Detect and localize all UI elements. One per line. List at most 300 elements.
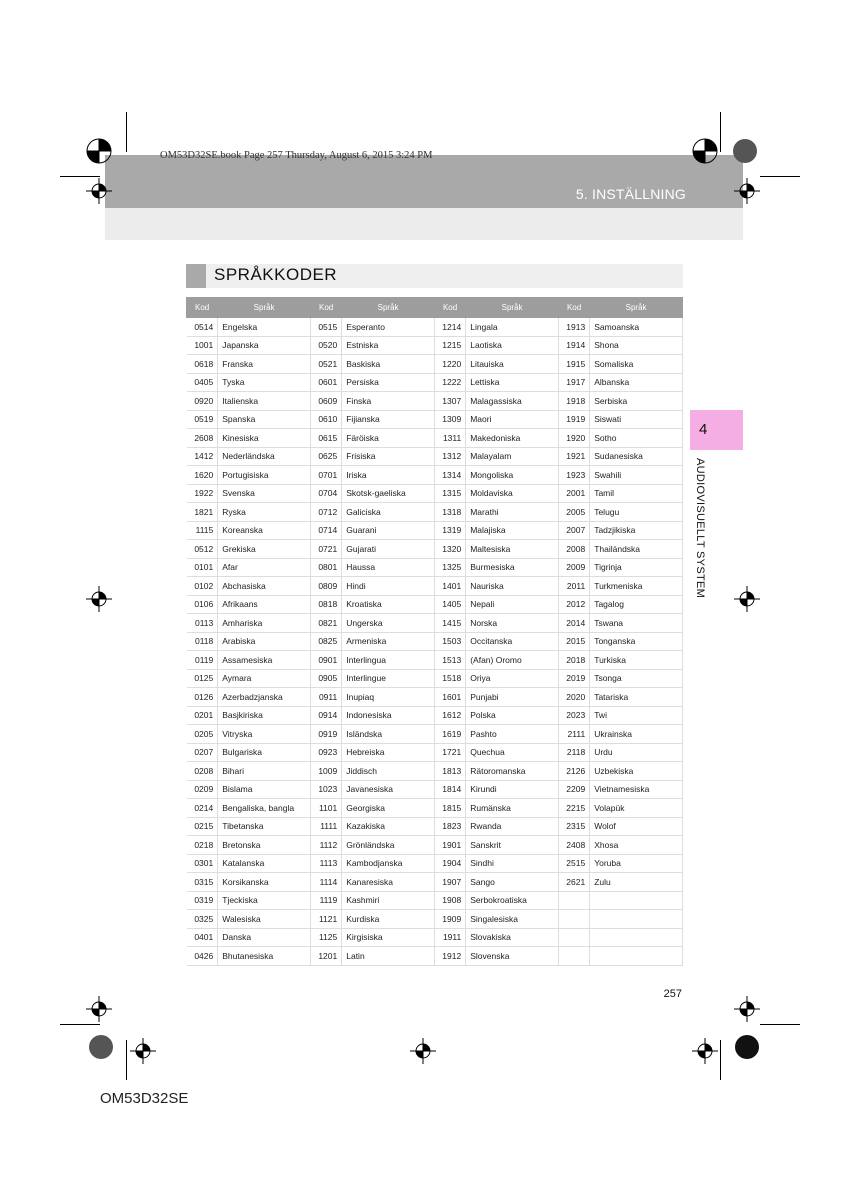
language-name-cell: Grönländska bbox=[342, 836, 435, 855]
language-name-cell: Thailändska bbox=[590, 540, 683, 559]
language-name-cell: Lettiska bbox=[466, 373, 559, 392]
page-number: 257 bbox=[663, 988, 682, 1000]
language-code-cell: 1904 bbox=[434, 854, 465, 873]
language-name-cell: Bengaliska, bangla bbox=[218, 799, 311, 818]
language-code-cell: 1919 bbox=[558, 410, 589, 429]
language-name-cell: Kambodjanska bbox=[342, 854, 435, 873]
language-code-cell: 2020 bbox=[558, 688, 589, 707]
table-row bbox=[187, 632, 683, 651]
header-band-lower bbox=[105, 208, 743, 240]
language-code-cell: 1503 bbox=[434, 632, 465, 651]
column-header-code: Kod bbox=[310, 298, 341, 318]
language-code-cell: 0520 bbox=[310, 336, 341, 355]
table-row bbox=[187, 392, 683, 411]
crop-line bbox=[126, 1040, 127, 1080]
language-code-cell: 1917 bbox=[558, 373, 589, 392]
language-name-cell bbox=[590, 947, 683, 966]
language-code-cell: 0208 bbox=[187, 762, 218, 781]
table-row bbox=[187, 595, 683, 614]
language-code-cell: 1315 bbox=[434, 484, 465, 503]
language-name-cell: Korsikanska bbox=[218, 873, 311, 892]
language-name-cell: Kazakiska bbox=[342, 817, 435, 836]
language-code-cell: 2012 bbox=[558, 595, 589, 614]
language-name-cell: Sango bbox=[466, 873, 559, 892]
language-name-cell: Malagassiska bbox=[466, 392, 559, 411]
language-code-cell: 0905 bbox=[310, 669, 341, 688]
language-code-cell: 1908 bbox=[434, 891, 465, 910]
language-name-cell: Wolof bbox=[590, 817, 683, 836]
language-code-cell: 1405 bbox=[434, 595, 465, 614]
language-name-cell: Nederländska bbox=[218, 447, 311, 466]
language-name-cell: Telugu bbox=[590, 503, 683, 522]
language-name-cell: Kurdiska bbox=[342, 910, 435, 929]
language-code-cell: 1821 bbox=[187, 503, 218, 522]
language-code-cell: 0214 bbox=[187, 799, 218, 818]
page-title: SPRÅKKODER bbox=[214, 265, 338, 284]
registration-mark-icon bbox=[84, 176, 114, 206]
language-name-cell: Nauriska bbox=[466, 577, 559, 596]
language-code-cell: 2005 bbox=[558, 503, 589, 522]
language-name-cell: Skotsk-gaeliska bbox=[342, 484, 435, 503]
language-code-cell: 2018 bbox=[558, 651, 589, 670]
language-code-cell: 1815 bbox=[434, 799, 465, 818]
language-code-cell: 1312 bbox=[434, 447, 465, 466]
language-code-cell: 0325 bbox=[187, 910, 218, 929]
language-name-cell: Urdu bbox=[590, 743, 683, 762]
language-code-cell: 1309 bbox=[434, 410, 465, 429]
language-name-cell: Abchasiska bbox=[218, 577, 311, 596]
crop-line bbox=[720, 1040, 721, 1080]
language-code-cell: 0920 bbox=[187, 392, 218, 411]
language-code-cell: 0102 bbox=[187, 577, 218, 596]
language-name-cell: Isländska bbox=[342, 725, 435, 744]
language-code-cell: 2515 bbox=[558, 854, 589, 873]
language-name-cell: Litauiska bbox=[466, 355, 559, 374]
language-name-cell: Färöiska bbox=[342, 429, 435, 448]
table-row bbox=[187, 910, 683, 929]
language-name-cell: Franska bbox=[218, 355, 311, 374]
language-name-cell: Somaliska bbox=[590, 355, 683, 374]
language-code-cell: 1619 bbox=[434, 725, 465, 744]
language-code-cell: 2011 bbox=[558, 577, 589, 596]
language-name-cell: Ungerska bbox=[342, 614, 435, 633]
language-name-cell: (Afan) Oromo bbox=[466, 651, 559, 670]
language-name-cell: Kroatiska bbox=[342, 595, 435, 614]
language-code-cell: 2001 bbox=[558, 484, 589, 503]
language-name-cell: Galiciska bbox=[342, 503, 435, 522]
language-code-cell: 1319 bbox=[434, 521, 465, 540]
table-row bbox=[187, 762, 683, 781]
language-name-cell: Makedoniska bbox=[466, 429, 559, 448]
language-name-cell: Ryska bbox=[218, 503, 311, 522]
language-name-cell: Rätoromanska bbox=[466, 762, 559, 781]
language-code-cell: 1112 bbox=[310, 836, 341, 855]
language-code-cell: 0919 bbox=[310, 725, 341, 744]
color-patch-icon bbox=[732, 138, 758, 164]
language-name-cell: Marathi bbox=[466, 503, 559, 522]
registration-mark-icon bbox=[84, 136, 114, 166]
crop-line bbox=[760, 176, 800, 177]
language-code-cell: 0825 bbox=[310, 632, 341, 651]
registration-mark-icon bbox=[84, 584, 114, 614]
language-code-cell: 2111 bbox=[558, 725, 589, 744]
table-row bbox=[187, 577, 683, 596]
language-name-cell: Georgiska bbox=[342, 799, 435, 818]
language-code-cell: 1113 bbox=[310, 854, 341, 873]
column-header-language: Språk bbox=[218, 298, 311, 318]
language-code-cell: 2007 bbox=[558, 521, 589, 540]
language-name-cell: Tyska bbox=[218, 373, 311, 392]
language-name-cell: Hindi bbox=[342, 577, 435, 596]
language-code-cell: 0106 bbox=[187, 595, 218, 614]
language-code-cell: 1923 bbox=[558, 466, 589, 485]
column-header-language: Språk bbox=[342, 298, 435, 318]
language-name-cell: Quechua bbox=[466, 743, 559, 762]
language-code-cell: 2019 bbox=[558, 669, 589, 688]
language-code-cell: 1314 bbox=[434, 466, 465, 485]
language-code-cell: 0113 bbox=[187, 614, 218, 633]
language-code-cell: 1001 bbox=[187, 336, 218, 355]
language-name-cell: Tadzjikiska bbox=[590, 521, 683, 540]
language-name-cell: Rumänska bbox=[466, 799, 559, 818]
language-code-cell: 1915 bbox=[558, 355, 589, 374]
language-code-cell bbox=[558, 891, 589, 910]
language-name-cell: Turkmeniska bbox=[590, 577, 683, 596]
language-code-cell: 0401 bbox=[187, 928, 218, 947]
table-row bbox=[187, 799, 683, 818]
language-name-cell: Inupiaq bbox=[342, 688, 435, 707]
language-name-cell: Fijianska bbox=[342, 410, 435, 429]
language-code-cell: 2215 bbox=[558, 799, 589, 818]
language-code-cell bbox=[558, 910, 589, 929]
language-name-cell: Twi bbox=[590, 706, 683, 725]
language-code-cell: 0914 bbox=[310, 706, 341, 725]
language-name-cell: Baskiska bbox=[342, 355, 435, 374]
language-name-cell: Volapük bbox=[590, 799, 683, 818]
language-name-cell: Tonganska bbox=[590, 632, 683, 651]
language-name-cell: Uzbekiska bbox=[590, 762, 683, 781]
language-code-cell: 1023 bbox=[310, 780, 341, 799]
language-code-cell: 1220 bbox=[434, 355, 465, 374]
language-code-cell: 0514 bbox=[187, 318, 218, 337]
language-name-cell: Javanesiska bbox=[342, 780, 435, 799]
table-row bbox=[187, 651, 683, 670]
language-code-cell: 0521 bbox=[310, 355, 341, 374]
language-code-cell bbox=[558, 947, 589, 966]
language-code-cell: 1909 bbox=[434, 910, 465, 929]
color-patch-icon bbox=[88, 1034, 114, 1060]
language-name-cell: Tamil bbox=[590, 484, 683, 503]
column-header-code: Kod bbox=[434, 298, 465, 318]
language-code-cell: 2014 bbox=[558, 614, 589, 633]
language-name-cell: Samoanska bbox=[590, 318, 683, 337]
column-header-language: Språk bbox=[590, 298, 683, 318]
language-code-cell bbox=[558, 928, 589, 947]
language-code-cell: 0610 bbox=[310, 410, 341, 429]
language-code-cell: 0101 bbox=[187, 558, 218, 577]
color-patch-icon bbox=[734, 1034, 760, 1060]
language-name-cell bbox=[590, 891, 683, 910]
language-name-cell: Yoruba bbox=[590, 854, 683, 873]
language-name-cell: Indonesiska bbox=[342, 706, 435, 725]
language-code-cell: 0911 bbox=[310, 688, 341, 707]
language-code-cell: 1401 bbox=[434, 577, 465, 596]
language-name-cell: Norska bbox=[466, 614, 559, 633]
language-code-cell: 0615 bbox=[310, 429, 341, 448]
language-name-cell: Oriya bbox=[466, 669, 559, 688]
language-code-cell: 1918 bbox=[558, 392, 589, 411]
language-code-cell: 0218 bbox=[187, 836, 218, 855]
table-row bbox=[187, 503, 683, 522]
language-name-cell: Bihari bbox=[218, 762, 311, 781]
table-row bbox=[187, 688, 683, 707]
language-name-cell: Spanska bbox=[218, 410, 311, 429]
page-title-marker bbox=[186, 264, 206, 288]
language-code-cell: 1518 bbox=[434, 669, 465, 688]
language-name-cell: Tsonga bbox=[590, 669, 683, 688]
language-code-cell: 1911 bbox=[434, 928, 465, 947]
language-name-cell: Xhosa bbox=[590, 836, 683, 855]
language-code-cell: 1612 bbox=[434, 706, 465, 725]
language-code-cell: 1922 bbox=[187, 484, 218, 503]
language-code-cell: 0519 bbox=[187, 410, 218, 429]
language-name-cell: Zulu bbox=[590, 873, 683, 892]
language-code-cell: 1222 bbox=[434, 373, 465, 392]
language-name-cell: Basjkiriska bbox=[218, 706, 311, 725]
language-code-cell: 1325 bbox=[434, 558, 465, 577]
language-code-cell: 0712 bbox=[310, 503, 341, 522]
registration-mark-icon bbox=[690, 136, 720, 166]
language-name-cell: Bislama bbox=[218, 780, 311, 799]
language-code-cell: 0126 bbox=[187, 688, 218, 707]
table-row bbox=[187, 484, 683, 503]
language-name-cell: Persiska bbox=[342, 373, 435, 392]
language-name-cell: Kashmiri bbox=[342, 891, 435, 910]
chapter-tab bbox=[690, 410, 743, 450]
chapter-title-vertical: AUDIOVISUELLT SYSTEM bbox=[694, 458, 706, 599]
language-code-cell: 1307 bbox=[434, 392, 465, 411]
language-name-cell: Siswati bbox=[590, 410, 683, 429]
table-header-row bbox=[187, 298, 683, 318]
language-code-cell: 0818 bbox=[310, 595, 341, 614]
registration-mark-icon bbox=[732, 584, 762, 614]
language-code-cell: 0601 bbox=[310, 373, 341, 392]
language-code-cell: 1901 bbox=[434, 836, 465, 855]
language-code-cell: 2009 bbox=[558, 558, 589, 577]
language-name-cell: Gujarati bbox=[342, 540, 435, 559]
language-code-table-wrapper bbox=[186, 297, 683, 966]
table-row bbox=[187, 725, 683, 744]
language-code-cell: 1814 bbox=[434, 780, 465, 799]
table-row bbox=[187, 706, 683, 725]
language-name-cell: Nepali bbox=[466, 595, 559, 614]
language-name-cell: Walesiska bbox=[218, 910, 311, 929]
language-name-cell: Rwanda bbox=[466, 817, 559, 836]
language-code-cell: 0923 bbox=[310, 743, 341, 762]
language-name-cell: Hebreiska bbox=[342, 743, 435, 762]
language-name-cell: Punjabi bbox=[466, 688, 559, 707]
language-name-cell bbox=[590, 910, 683, 929]
language-code-cell: 1119 bbox=[310, 891, 341, 910]
table-row bbox=[187, 355, 683, 374]
language-name-cell: Estniska bbox=[342, 336, 435, 355]
language-name-cell: Jiddisch bbox=[342, 762, 435, 781]
language-code-cell: 1921 bbox=[558, 447, 589, 466]
language-name-cell: Tjeckiska bbox=[218, 891, 311, 910]
language-name-cell: Tagalog bbox=[590, 595, 683, 614]
language-code-cell: 0125 bbox=[187, 669, 218, 688]
language-code-cell: 0319 bbox=[187, 891, 218, 910]
language-code-cell: 1823 bbox=[434, 817, 465, 836]
language-name-cell: Interlingua bbox=[342, 651, 435, 670]
language-code-cell: 0209 bbox=[187, 780, 218, 799]
language-code-cell: 2118 bbox=[558, 743, 589, 762]
registration-mark-icon bbox=[732, 994, 762, 1024]
language-code-cell: 0205 bbox=[187, 725, 218, 744]
crop-line bbox=[60, 1024, 100, 1025]
table-row bbox=[187, 540, 683, 559]
language-name-cell: Koreanska bbox=[218, 521, 311, 540]
language-name-cell: Serbokroatiska bbox=[466, 891, 559, 910]
language-code-cell: 2023 bbox=[558, 706, 589, 725]
language-code-cell: 1125 bbox=[310, 928, 341, 947]
language-code-cell: 1513 bbox=[434, 651, 465, 670]
language-code-cell: 0515 bbox=[310, 318, 341, 337]
language-name-cell: Svenska bbox=[218, 484, 311, 503]
table-row bbox=[187, 836, 683, 855]
language-name-cell: Kirgisiska bbox=[342, 928, 435, 947]
language-code-cell: 1114 bbox=[310, 873, 341, 892]
language-name-cell: Kinesiska bbox=[218, 429, 311, 448]
language-code-cell: 2315 bbox=[558, 817, 589, 836]
language-code-cell: 2126 bbox=[558, 762, 589, 781]
language-name-cell: Malayalam bbox=[466, 447, 559, 466]
language-name-cell: Afrikaans bbox=[218, 595, 311, 614]
language-name-cell: Tatariska bbox=[590, 688, 683, 707]
language-code-cell: 0207 bbox=[187, 743, 218, 762]
language-code-cell: 0801 bbox=[310, 558, 341, 577]
table-row bbox=[187, 466, 683, 485]
language-code-cell: 0201 bbox=[187, 706, 218, 725]
crop-line bbox=[720, 112, 721, 152]
language-name-cell: Serbiska bbox=[590, 392, 683, 411]
table-row bbox=[187, 447, 683, 466]
language-code-cell: 2015 bbox=[558, 632, 589, 651]
language-code-cell: 0405 bbox=[187, 373, 218, 392]
language-code-cell: 2608 bbox=[187, 429, 218, 448]
column-header-code: Kod bbox=[187, 298, 218, 318]
table-row bbox=[187, 558, 683, 577]
table-row bbox=[187, 780, 683, 799]
language-code-cell: 1111 bbox=[310, 817, 341, 836]
language-name-cell: Bretonska bbox=[218, 836, 311, 855]
table-row bbox=[187, 947, 683, 966]
language-name-cell bbox=[590, 928, 683, 947]
language-code-cell: 0714 bbox=[310, 521, 341, 540]
language-name-cell: Tigrinja bbox=[590, 558, 683, 577]
language-name-cell: Interlingue bbox=[342, 669, 435, 688]
language-name-cell: Afar bbox=[218, 558, 311, 577]
language-code-cell: 1009 bbox=[310, 762, 341, 781]
language-code-cell: 1311 bbox=[434, 429, 465, 448]
language-code-cell: 0625 bbox=[310, 447, 341, 466]
language-name-cell: Katalanska bbox=[218, 854, 311, 873]
language-code-cell: 1215 bbox=[434, 336, 465, 355]
language-code-cell: 2408 bbox=[558, 836, 589, 855]
language-code-cell: 0701 bbox=[310, 466, 341, 485]
language-code-cell: 0809 bbox=[310, 577, 341, 596]
language-name-cell: Finska bbox=[342, 392, 435, 411]
language-name-cell: Maltesiska bbox=[466, 540, 559, 559]
table-row bbox=[187, 743, 683, 762]
language-name-cell: Laotiska bbox=[466, 336, 559, 355]
language-code-cell: 0609 bbox=[310, 392, 341, 411]
table-row bbox=[187, 318, 683, 337]
language-code-cell: 1214 bbox=[434, 318, 465, 337]
registration-mark-icon bbox=[128, 1036, 158, 1066]
language-code-cell: 1121 bbox=[310, 910, 341, 929]
language-code-cell: 0301 bbox=[187, 854, 218, 873]
language-code-cell: 1115 bbox=[187, 521, 218, 540]
language-code-cell: 0215 bbox=[187, 817, 218, 836]
column-header-language: Språk bbox=[466, 298, 559, 318]
language-name-cell: Moldaviska bbox=[466, 484, 559, 503]
language-code-cell: 1601 bbox=[434, 688, 465, 707]
language-name-cell: Sindhi bbox=[466, 854, 559, 873]
language-code-cell: 1201 bbox=[310, 947, 341, 966]
language-name-cell: Engelska bbox=[218, 318, 311, 337]
language-code-cell: 1914 bbox=[558, 336, 589, 355]
language-code-cell: 1318 bbox=[434, 503, 465, 522]
language-code-cell: 0901 bbox=[310, 651, 341, 670]
registration-mark-icon bbox=[408, 1036, 438, 1066]
language-name-cell: Vietnamesiska bbox=[590, 780, 683, 799]
language-name-cell: Guarani bbox=[342, 521, 435, 540]
crop-line bbox=[126, 112, 127, 152]
table-body bbox=[187, 318, 683, 966]
language-name-cell: Albanska bbox=[590, 373, 683, 392]
language-name-cell: Sanskrit bbox=[466, 836, 559, 855]
language-name-cell: Mongoliska bbox=[466, 466, 559, 485]
language-name-cell: Slovenska bbox=[466, 947, 559, 966]
language-code-cell: 2209 bbox=[558, 780, 589, 799]
language-code-cell: 0426 bbox=[187, 947, 218, 966]
language-name-cell: Arabiska bbox=[218, 632, 311, 651]
language-code-cell: 0512 bbox=[187, 540, 218, 559]
chapter-number: 4 bbox=[699, 421, 708, 438]
language-code-cell: 0618 bbox=[187, 355, 218, 374]
language-name-cell: Turkiska bbox=[590, 651, 683, 670]
language-code-cell: 1412 bbox=[187, 447, 218, 466]
crop-line bbox=[760, 1024, 800, 1025]
language-name-cell: Maori bbox=[466, 410, 559, 429]
language-code-cell: 2008 bbox=[558, 540, 589, 559]
section-label: 5. INSTÄLLNING bbox=[575, 186, 686, 202]
language-name-cell: Bhutanesiska bbox=[218, 947, 311, 966]
language-code-cell: 1101 bbox=[310, 799, 341, 818]
table-row bbox=[187, 817, 683, 836]
table-row bbox=[187, 429, 683, 448]
table-row bbox=[187, 410, 683, 429]
language-code-cell: 0118 bbox=[187, 632, 218, 651]
language-name-cell: Polska bbox=[466, 706, 559, 725]
language-code-cell: 0821 bbox=[310, 614, 341, 633]
language-name-cell: Kanaresiska bbox=[342, 873, 435, 892]
language-code-table bbox=[186, 297, 683, 966]
table-row bbox=[187, 873, 683, 892]
language-code-cell: 0721 bbox=[310, 540, 341, 559]
language-code-cell: 1920 bbox=[558, 429, 589, 448]
